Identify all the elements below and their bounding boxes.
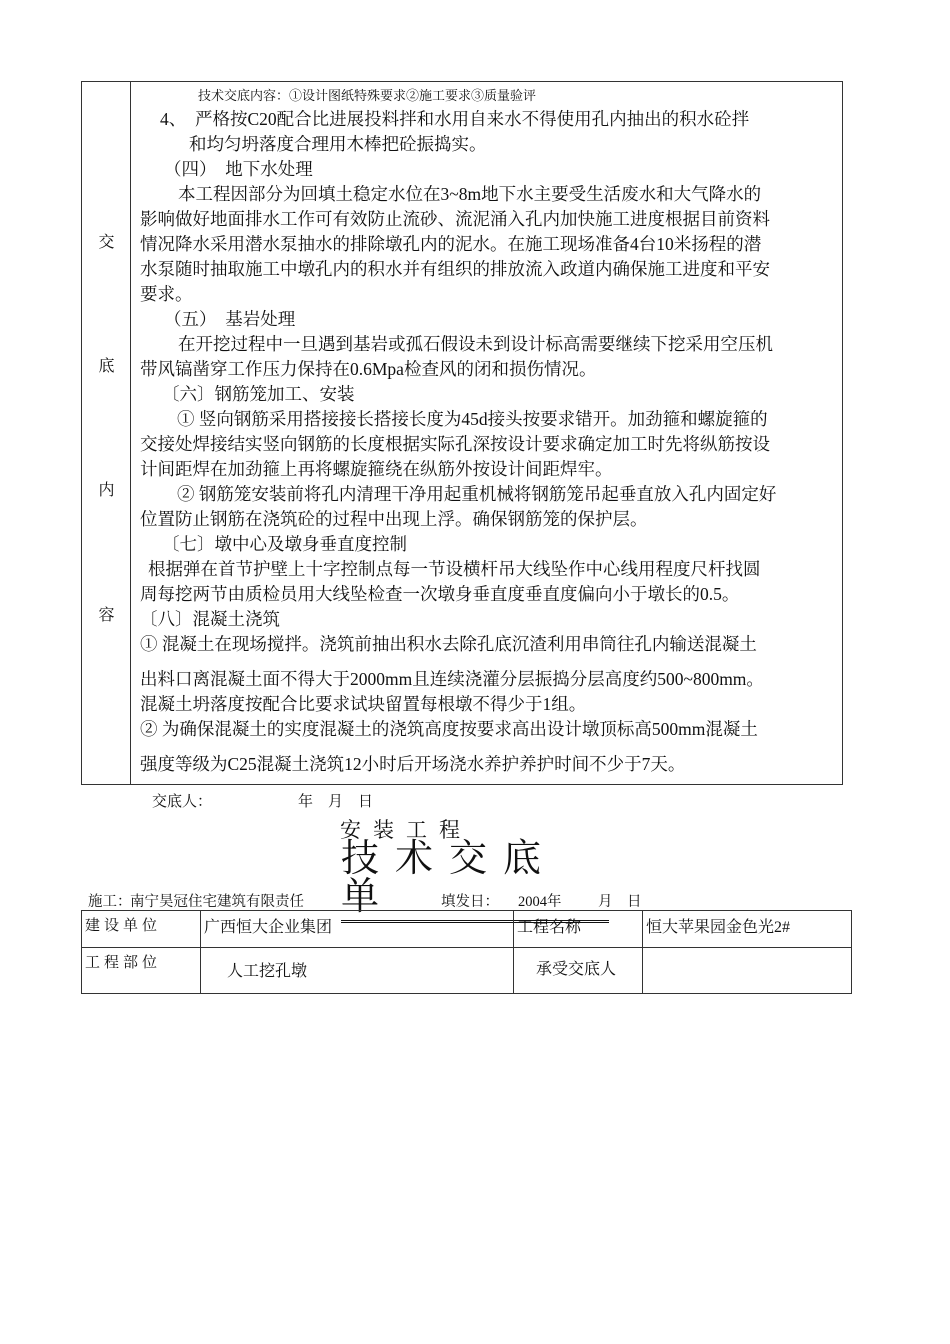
header-note: 技术交底内容：①设计图纸特殊要求②施工要求③质量验评 (198, 88, 537, 103)
text-line: 影响做好地面排水工作可有效防止流砂、流泥涌入孔内加快施工进度根据目前资料 (140, 209, 770, 229)
text-line: 4、 严格按C20配合比进展投料拌和水用自来水不得使用孔内抽出的积水砼拌 (160, 109, 750, 129)
table-row (82, 911, 852, 948)
label-recipient: 承受交底人 (514, 948, 643, 994)
text-line: ① 竖向钢筋采用搭接接长搭接长度为45d接头按要求错开。加劲箍和螺旋箍的 (177, 409, 768, 429)
contractor-label: 施工： (88, 894, 132, 910)
text-line: 强度等级为C25混凝土浇筑12小时后开场浇水养护养护时间不少于7天。 (140, 754, 686, 774)
text-line: ① 混凝土在现场搅拌。浇筑前抽出积水去除孔底沉渣利用串筒往孔内输送混凝土 (140, 634, 757, 654)
value-construction-unit: 广西恒大企业集团 (201, 911, 514, 948)
section-heading: 〔八〕混凝土浇筑 (140, 609, 280, 629)
form-subtitle: 安装工程 (340, 818, 472, 842)
side-char: 交 (98, 234, 115, 251)
text-line: 根据弹在首节护壁上十字控制点每一节设横杆吊大线坠作中心线用程度尺杆找圆 (148, 559, 761, 579)
table-row (82, 948, 852, 994)
section-heading: （四） 地下水处理 (164, 159, 313, 179)
value-project-part: 人工挖孔墩 (201, 948, 514, 994)
value-recipient (643, 948, 852, 994)
issue-date-label: 填发日： (441, 894, 499, 910)
text-line: 情况降水采用潜水泵抽水的排除墩孔内的泥水。在施工现场准备4台10米扬程的潜 (140, 234, 762, 254)
side-char: 内 (98, 482, 115, 499)
section-heading: 〔六〕钢筋笼加工、安装 (162, 384, 355, 404)
value-project-name: 恒大苹果园金色光2# (643, 911, 852, 948)
text-line: 要求。 (140, 284, 193, 304)
label-project-name: 工程名称 (514, 911, 643, 948)
disclosure-content-box (81, 81, 843, 785)
section-heading: 〔七〕墩中心及墩身垂直度控制 (162, 534, 407, 554)
label-construction-unit: 建设单位 (82, 911, 201, 948)
text-line: 本工程因部分为回填土稳定水位在3~8m地下水主要受生活废水和大气降水的 (178, 184, 762, 204)
text-line: 周每挖两节由质检员用大线坠检查一次墩身垂直度垂直度偏向小于墩长的0.5。 (140, 584, 740, 604)
side-char: 容 (98, 607, 115, 624)
text-line: 和均匀坍落度合理用木棒把砼振捣实。 (189, 134, 487, 154)
text-line: 计间距焊在加劲箍上再将螺旋箍绕在纵筋外按设计间距焊牢。 (140, 459, 613, 479)
issue-year: 2004年 (518, 894, 562, 910)
side-char: 底 (98, 358, 115, 375)
text-line: 在开挖过程中一旦遇到基岩或孤石假设未到设计标高需要继续下挖采用空压机 (178, 334, 773, 354)
label-project-part: 工程部位 (82, 948, 201, 994)
content-area (132, 82, 842, 784)
contractor-name: 南宁昊冠住宅建筑有限责任 (130, 894, 304, 910)
text-line: ② 为确保混凝土的实度混凝土的浇筑高度按要求高出设计墩顶标高500mm混凝土 (140, 719, 758, 739)
form-title: 技术交底单 (341, 840, 609, 923)
text-line: ② 钢筋笼安装前将孔内清理干净用起重机械将钢筋笼吊起垂直放入孔内固定好 (177, 484, 777, 504)
presenter-label: 交底人： (152, 794, 213, 810)
side-label-column (82, 82, 131, 784)
section-heading: （五） 基岩处理 (164, 309, 296, 329)
project-info-table (81, 910, 852, 994)
text-line: 交接处焊接结实竖向钢筋的长度根据实际孔深按设计要求确定加工时先将纵筋按设 (140, 434, 770, 454)
text-line: 出料口离混凝土面不得大于2000mm且连续浇灌分层振捣分层高度约500~800mm。 (140, 669, 764, 689)
text-line: 混凝土坍落度按配合比要求试块留置每根墩不得少于1组。 (140, 694, 587, 714)
issue-month-day: 月 日 (598, 894, 642, 910)
text-line: 水泵随时抽取施工中墩孔内的积水并有组织的排放流入政道内确保施工进度和平安 (140, 259, 770, 279)
text-line: 带风镐凿穿工作压力保持在0.6Mpa检查风的闭和损伤情况。 (140, 359, 597, 379)
text-line: 位置防止钢筋在浇筑砼的过程中出现上浮。确保钢筋笼的保护层。 (140, 509, 648, 529)
presenter-date: 年 月 日 (298, 794, 374, 810)
